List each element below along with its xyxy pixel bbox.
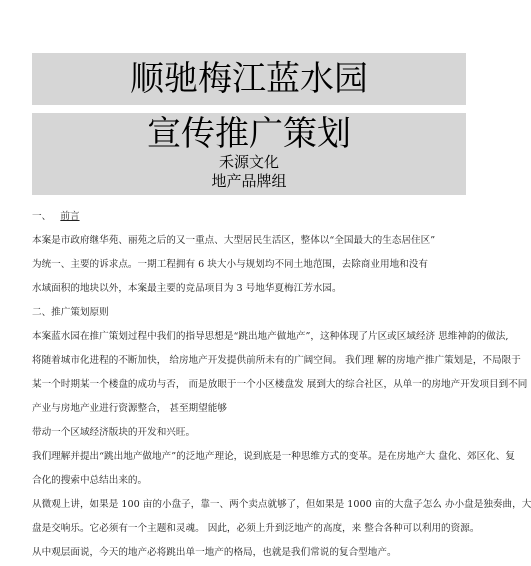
- body-line: 本案是市政府继华苑、丽苑之后的又一重点、大型居民生活区，整体以“全国最大的生态居住区”: [32, 235, 436, 246]
- body-line: 本案蓝水园在推广策划过程中我们的指导思想是“跳出地产做地产”，这种体现了片区或区域经济 思维神韵的做法,: [32, 331, 509, 342]
- section-heading-preface: [32, 205, 468, 229]
- document-title: 顺驰梅江蓝水园: [130, 59, 368, 99]
- section-title: 前言: [60, 211, 80, 222]
- body-line: 合化的搜索中总结出来的。: [32, 475, 148, 486]
- body-line: 我们理解并提出“跳出地产做地产”的泛地产理论，说到底是一种思维方式的变革。是在房地产大 盘化、郊区化、复: [32, 451, 515, 462]
- body-line: 从微观上讲，如果是 100 亩的小盘子，靠一、两个卖点就够了，但如果是 1000 亩的大盘子怎么 办小盘是独奏曲，大: [32, 499, 531, 510]
- body-line: 某一个时期某一个楼盘的成功与否， 而是放眼于一个小区楼盘发 展到大的综合社区，从单一的房地产开发项目到不同: [32, 379, 528, 390]
- document-subtitle: 宣传推广策划: [147, 114, 351, 154]
- body-line: 水域面积的地块以外，本案最主要的竞品项目为 3 号地华夏梅江芳水园。: [32, 283, 342, 294]
- document-body: [32, 205, 531, 565]
- body-line: 从中观层面说，今天的地产必将跳出单一地产的格局，也就是我们常说的复合型地产。: [32, 547, 397, 558]
- body-line: 盘是交响乐。它必须有一个主题和灵魂。 因此，必须上升到泛地产的高度，来 整合各种可以利用的资源。: [32, 523, 480, 534]
- title-banner: [32, 53, 466, 105]
- body-line: 产业与房地产业进行资源整合， 甚至期望能够: [32, 403, 227, 414]
- org-name: 禾源文化: [218, 153, 279, 171]
- section-number: 一、: [32, 211, 52, 222]
- section-heading-principles: 二、推广策划原则: [32, 307, 109, 318]
- org-group: 地产品牌组: [211, 172, 287, 190]
- body-line: 将随着城市化进程的不断加快， 给房地产开发提供前所未有的广阔空间。 我们理 解的房地产推广策划是，不局限于: [32, 355, 521, 366]
- body-line: 为统一、主要的诉求点。一期工程拥有 6 块大小与规划均不同土地范围，去除商业用地和没有: [32, 259, 428, 270]
- body-line: 带动一个区域经济版块的开发和兴旺。: [32, 427, 196, 438]
- subtitle-banner: [32, 113, 466, 195]
